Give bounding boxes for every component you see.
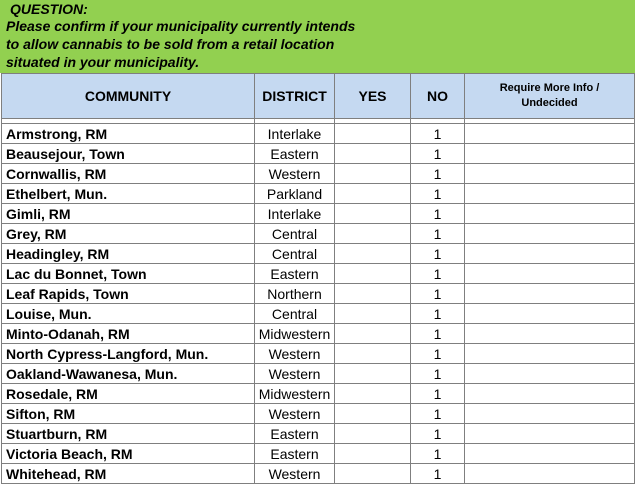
district-cell[interactable]: Interlake [255,124,335,144]
district-cell[interactable]: Western [255,344,335,364]
no-cell[interactable]: 1 [411,464,465,484]
yes-cell[interactable] [335,224,411,244]
table-row [2,464,635,484]
no-cell[interactable]: 1 [411,164,465,184]
district-cell[interactable]: Eastern [255,264,335,284]
info-cell[interactable] [465,344,635,364]
no-cell[interactable]: 1 [411,324,465,344]
community-cell[interactable]: Stuartburn, RM [2,424,255,444]
community-cell[interactable]: Oakland-Wawanesa, Mun. [2,364,255,384]
no-cell[interactable]: 1 [411,124,465,144]
district-cell[interactable]: Parkland [255,184,335,204]
yes-cell[interactable] [335,304,411,324]
community-cell[interactable]: Whitehead, RM [2,464,255,484]
community-cell[interactable]: Gimli, RM [2,204,255,224]
table-row [2,444,635,464]
table-row [2,284,635,304]
no-cell[interactable]: 1 [411,244,465,264]
yes-cell[interactable] [335,404,411,424]
community-cell[interactable]: Sifton, RM [2,404,255,424]
survey-table [1,73,635,484]
question-line-2: to allow cannabis to be sold from a retail location [6,36,335,52]
table-row [2,204,635,224]
district-cell[interactable]: Northern [255,284,335,304]
info-cell[interactable] [465,464,635,484]
district-cell[interactable]: Midwestern [255,384,335,404]
question-line-3: situated in your municipality. [6,54,200,70]
yes-cell[interactable] [335,204,411,224]
table-row [2,264,635,284]
community-cell[interactable]: Beausejour, Town [2,144,255,164]
district-cell[interactable]: Eastern [255,424,335,444]
district-cell[interactable]: Western [255,164,335,184]
table-row [2,424,635,444]
district-cell[interactable]: Eastern [255,444,335,464]
header-info-line-1: Require More Info / [499,82,600,94]
table-row [2,344,635,364]
info-cell[interactable] [465,324,635,344]
info-cell[interactable] [465,284,635,304]
no-cell[interactable]: 1 [411,264,465,284]
yes-cell[interactable] [335,144,411,164]
info-cell[interactable] [465,124,635,144]
no-cell[interactable]: 1 [411,284,465,304]
yes-cell[interactable] [335,464,411,484]
question-line-1: Please confirm if your municipality currently intends [6,18,356,34]
no-cell[interactable]: 1 [411,144,465,164]
table-row [2,144,635,164]
community-cell[interactable]: Leaf Rapids, Town [2,284,255,304]
info-cell[interactable] [465,424,635,444]
header-row [2,74,635,119]
yes-cell[interactable] [335,444,411,464]
community-cell[interactable]: Ethelbert, Mun. [2,184,255,204]
community-cell[interactable]: Lac du Bonnet, Town [2,264,255,284]
yes-cell[interactable] [335,424,411,444]
info-cell[interactable] [465,404,635,424]
community-cell[interactable]: Rosedale, RM [2,384,255,404]
table-row [2,244,635,264]
table-row [2,164,635,184]
no-cell[interactable]: 1 [411,224,465,244]
info-cell[interactable] [465,444,635,464]
no-cell[interactable]: 1 [411,344,465,364]
community-cell[interactable]: Armstrong, RM [2,124,255,144]
info-cell[interactable] [465,144,635,164]
yes-cell[interactable] [335,384,411,404]
info-cell[interactable] [465,184,635,204]
info-cell[interactable] [465,264,635,284]
question-banner [0,0,635,73]
header-info-line-2: Undecided [521,97,578,109]
header-community[interactable]: COMMUNITY [2,74,255,119]
community-cell[interactable]: Headingley, RM [2,244,255,264]
yes-cell[interactable] [335,124,411,144]
info-cell[interactable] [465,364,635,384]
district-cell[interactable]: Western [255,364,335,384]
table-body [2,119,635,484]
info-cell[interactable] [465,304,635,324]
header-no[interactable]: NO [411,74,465,119]
info-cell[interactable] [465,244,635,264]
district-cell[interactable]: Central [255,244,335,264]
no-cell[interactable]: 1 [411,424,465,444]
header-yes[interactable]: YES [335,74,411,119]
community-cell[interactable]: Victoria Beach, RM [2,444,255,464]
table-row [2,224,635,244]
district-cell[interactable]: Interlake [255,204,335,224]
district-cell[interactable]: Western [255,404,335,424]
yes-cell[interactable] [335,184,411,204]
yes-cell[interactable] [335,364,411,384]
community-cell[interactable]: Cornwallis, RM [2,164,255,184]
district-cell[interactable]: Western [255,464,335,484]
yes-cell[interactable] [335,244,411,264]
table-row [2,184,635,204]
table-row [2,124,635,144]
yes-cell[interactable] [335,324,411,344]
no-cell[interactable]: 1 [411,364,465,384]
no-cell[interactable]: 1 [411,404,465,424]
no-cell[interactable]: 1 [411,184,465,204]
table-row [2,364,635,384]
info-cell[interactable] [465,204,635,224]
no-cell[interactable]: 1 [411,304,465,324]
community-cell[interactable]: Louise, Mun. [2,304,255,324]
header-require-more-info[interactable] [465,74,635,119]
info-cell[interactable] [465,224,635,244]
district-cell[interactable]: Midwestern [255,324,335,344]
district-cell[interactable]: Central [255,224,335,244]
community-cell[interactable]: North Cypress-Langford, Mun. [2,344,255,364]
community-cell[interactable]: Minto-Odanah, RM [2,324,255,344]
district-cell[interactable]: Central [255,304,335,324]
table-row [2,324,635,344]
yes-cell[interactable] [335,344,411,364]
no-cell[interactable]: 1 [411,204,465,224]
info-cell[interactable] [465,164,635,184]
table-row [2,404,635,424]
yes-cell[interactable] [335,164,411,184]
no-cell[interactable]: 1 [411,384,465,404]
table-row [2,304,635,324]
table-row [2,384,635,404]
info-cell[interactable] [465,384,635,404]
yes-cell[interactable] [335,264,411,284]
no-cell[interactable]: 1 [411,444,465,464]
district-cell[interactable]: Eastern [255,144,335,164]
question-title: QUESTION: [10,1,88,17]
community-cell[interactable]: Grey, RM [2,224,255,244]
header-district[interactable]: DISTRICT [255,74,335,119]
yes-cell[interactable] [335,284,411,304]
